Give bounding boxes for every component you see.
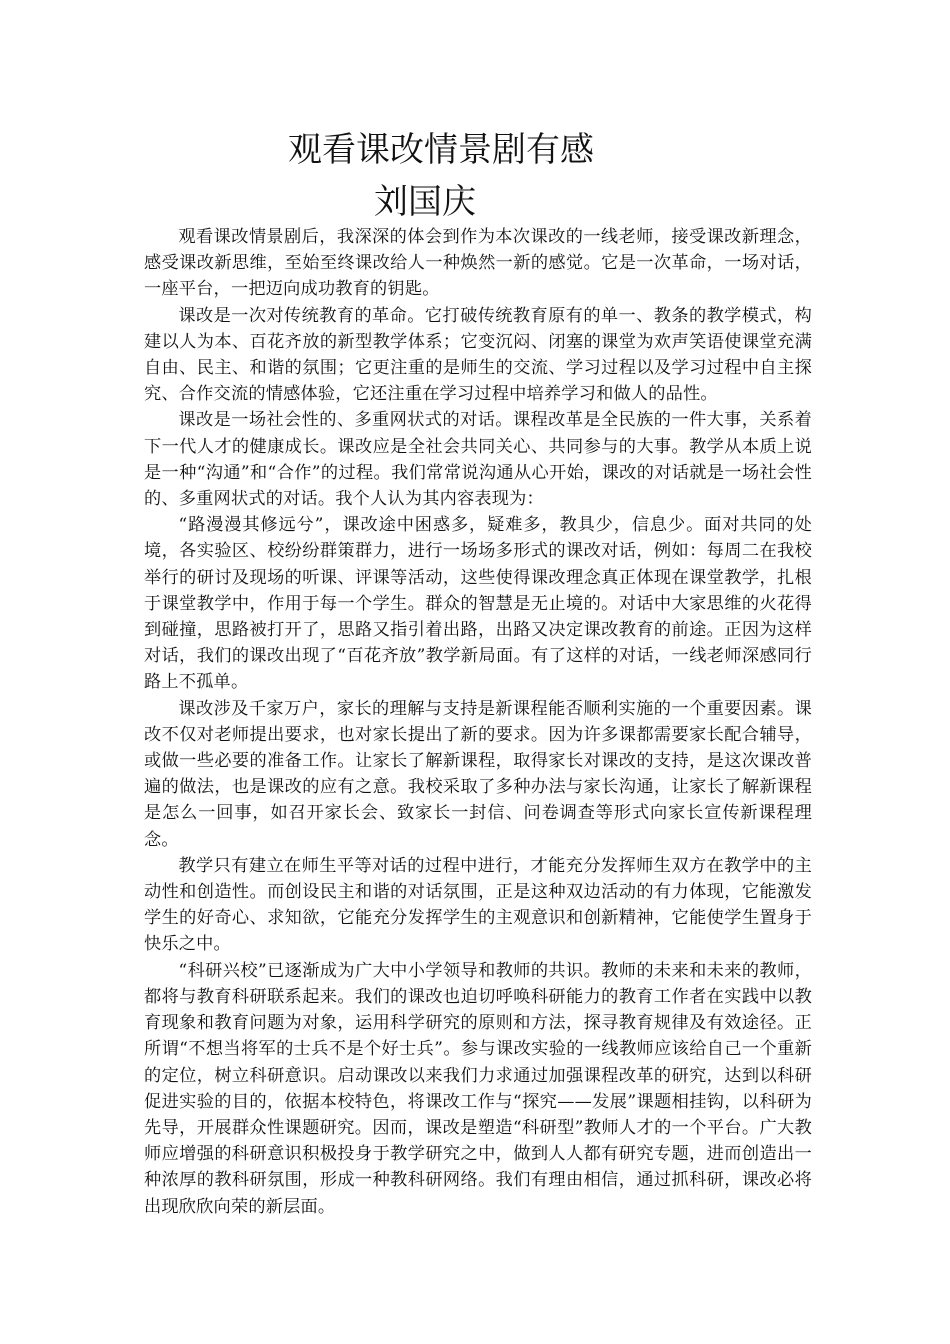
document-author: 刘国庆 — [374, 182, 476, 222]
document-title: 观看课改情景剧有感 — [288, 130, 594, 170]
document-body — [144, 224, 812, 1220]
paragraph-7: “科研兴校”已逐渐成为广大中小学领导和教师的共识。教师的未来和未来的教师，都将与教育科研联系起来。我们的课改也迫切呼唤科研能力的教育工作者在实践中以教育现象和教育问题为对象，运用科学研究的原则和方法，探寻教育规律及有效途径。正所谓“不想当将军的士兵不是个好士兵”。参与课改实验的一线教师应该给自己一个重新的定位，树立科研意识。启动课改以来我们力求通过加强课程改革的研究，达到以科研促进实验的目的，依据本校特色，将课改工作与“探究——发展”课题相挂钩，以科研为先导，开展群众性课题研究。因而，课改是塑造“科研型”教师人才的一个平台。广大教师应增强的科研意识积极投身于教学研究之中，做到人人都有研究专题，进而创造出一种浓厚的教科研氛围，形成一种教科研网络。我们有理由相信，通过抓科研，课改必将出现欣欣向荣的新层面。 — [144, 960, 812, 1217]
paragraph-1: 观看课改情景剧后，我深深的体会到作为本次课改的一线老师，接受课改新理念，感受课改新思维，至始至终课改给人一种焕然一新的感觉。它是一次革命，一场对话，一座平台，一把迈向成功教育的钥匙。 — [144, 227, 812, 300]
paragraph-5: 课改涉及千家万户，家长的理解与支持是新课程能否顺利实施的一个重要因素。课改不仅对老师提出要求，也对家长提出了新的要求。因为许多课都需要家长配合辅导，或做一些必要的准备工作。让家长了解新课程，取得家长对课改的支持，是这次课改普遍的做法，也是课改的应有之意。我校采取了多种办法与家长沟通，让家长了解新课程是怎么一回事，如召开家长会、致家长一封信、问卷调查等形式向家长宣传新课程理念。 — [144, 698, 812, 850]
paragraph-6: 教学只有建立在师生平等对话的过程中进行，才能充分发挥师生双方在教学中的主动性和创造性。而创设民主和谐的对话氛围，正是这种双边活动的有力体现，它能激发学生的好奇心、求知欲，它能充分发挥学生的主观意识和创新精神，它能使学生置身于快乐之中。 — [144, 855, 812, 955]
paragraph-3: 课改是一场社会性的、多重网状式的对话。课程改革是全民族的一件大事，关系着下一代人才的健康成长。课改应是全社会共同关心、共同参与的大事。教学从本质上说是一种“沟通”和“合作”的过程。我们常常说沟通从心开始，课改的对话就是一场社会性的、多重网状式的对话。我个人认为其内容表现为： — [144, 410, 812, 510]
paragraph-4: “路漫漫其修远兮”，课改途中困惑多，疑难多，教具少，信息少。面对共同的处境，各实验区、校纷纷群策群力，进行一场场多形式的课改对话，例如：每周二在我校举行的研讨及现场的听课、评课等活动，这些使得课改理念真正体现在课堂教学，扎根于课堂教学中，作用于每一个学生。群众的智慧是无止境的。对话中大家思维的火花得到碰撞，思路被打开了，思路又指引着出路，出路又决定课改教育的前途。正因为这样对话，我们的课改出现了“百花齐放”教学新局面。有了这样的对话，一线老师深感同行路上不孤单。 — [144, 515, 812, 693]
paragraph-2: 课改是一次对传统教育的革命。它打破传统教育原有的单一、教条的教学模式，构建以人为本、百花齐放的新型教学体系；它变沉闷、闭塞的课堂为欢声笑语使课堂充满自由、民主、和谐的氛围；它更注重的是师生的交流、学习过程以及学习过程中自主探究、合作交流的情感体验，它还注重在学习过程中培养学习和做人的品性。 — [144, 305, 812, 405]
